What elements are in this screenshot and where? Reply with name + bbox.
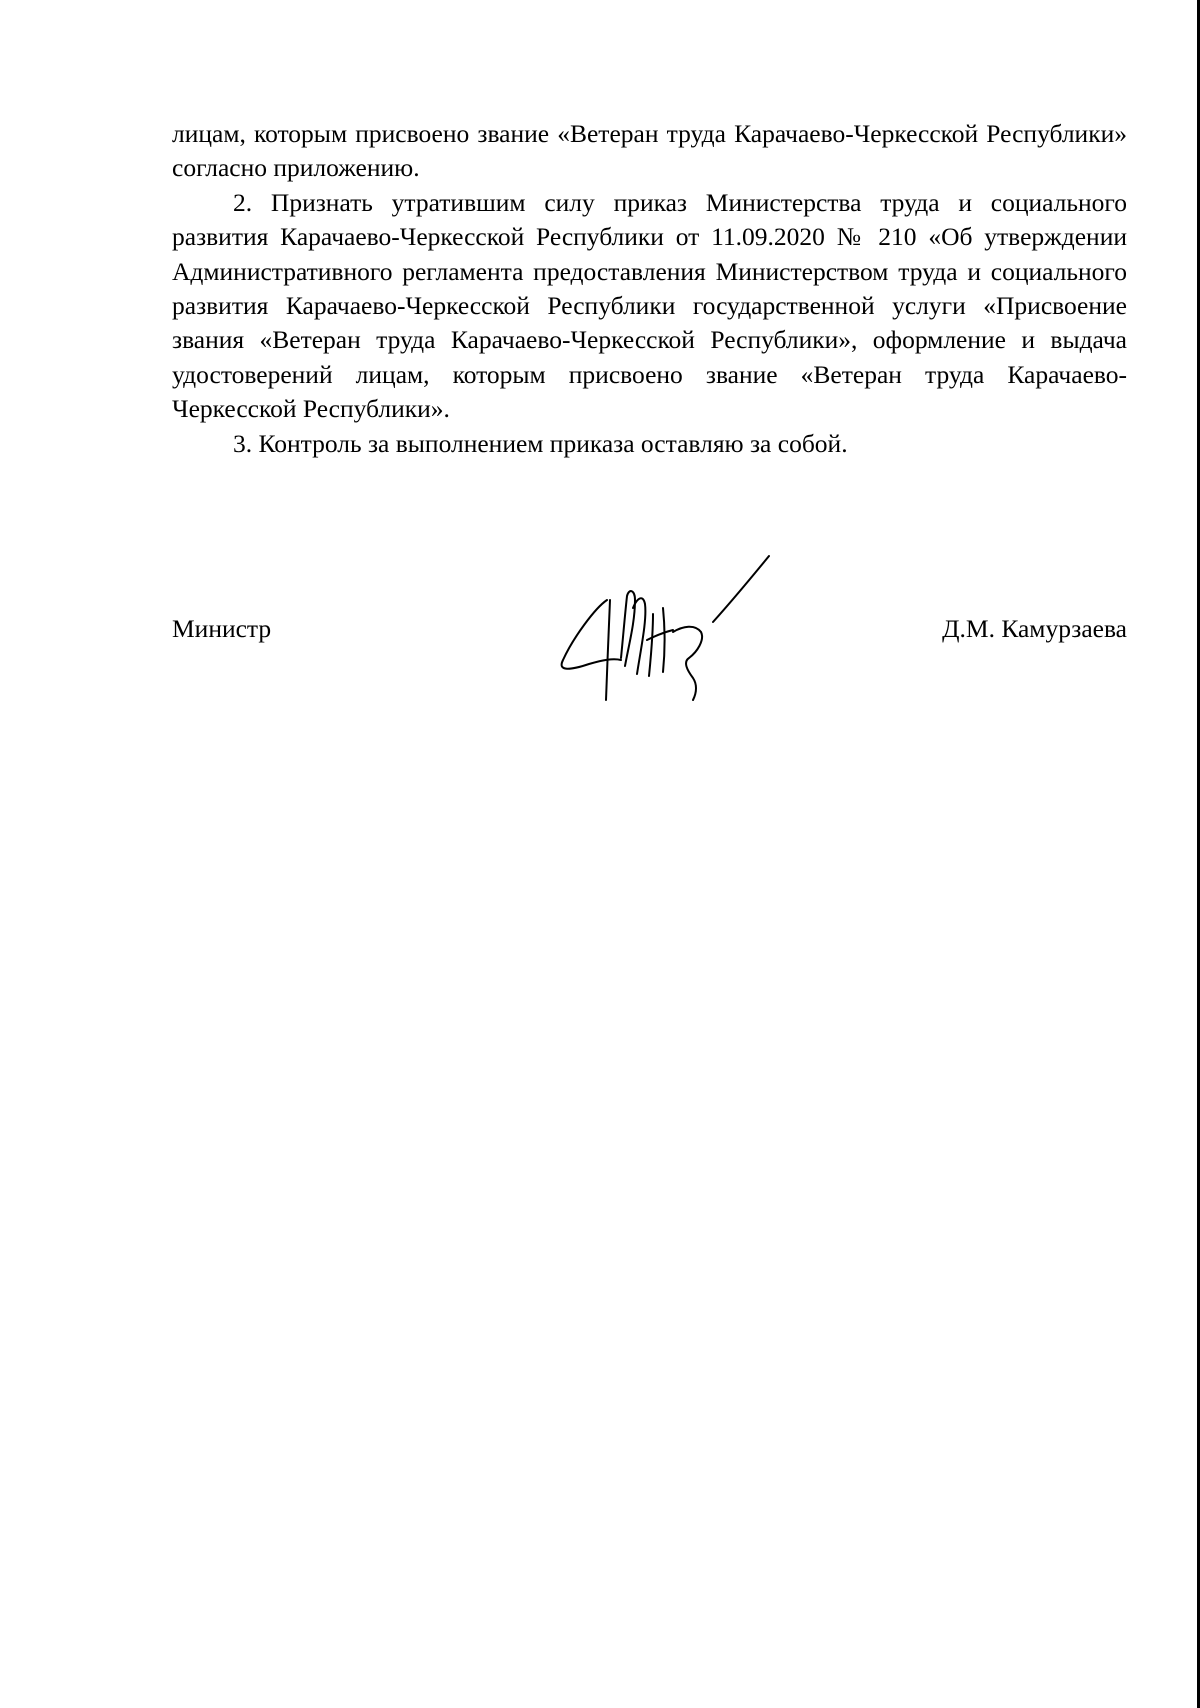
paragraph-item-3: 3. Контроль за выполнением приказа оставляю за собой. (233, 428, 848, 458)
paragraph-continuation: лицам, которым присвоено звание «Ветеран труда Карачаево-Черкесской Республики» согласно приложению. (172, 119, 1127, 183)
signer-name: Д.М. Камурзаева (942, 614, 1127, 643)
paragraph-item-2: 2. Признать утратившим силу приказ Министерства труда и социального развития Карачаево-Черкесской Республики от 11.09.2020 № 210 «Об утверждении Административного регламента предоставления Министерством труда и социального развития Карачаево-Черкесской Республики государственной услуги «Присвоение звания «Ветеран труда Карачаево-Черкесской Республики», оформление и выдача удостоверений лицам, которым присвоено звание «Ветеран труда Карачаево-Черкесской Республики». (172, 187, 1127, 424)
document-body (172, 117, 1127, 461)
handwritten-signature (555, 548, 805, 708)
signer-position: Министр (172, 614, 272, 643)
